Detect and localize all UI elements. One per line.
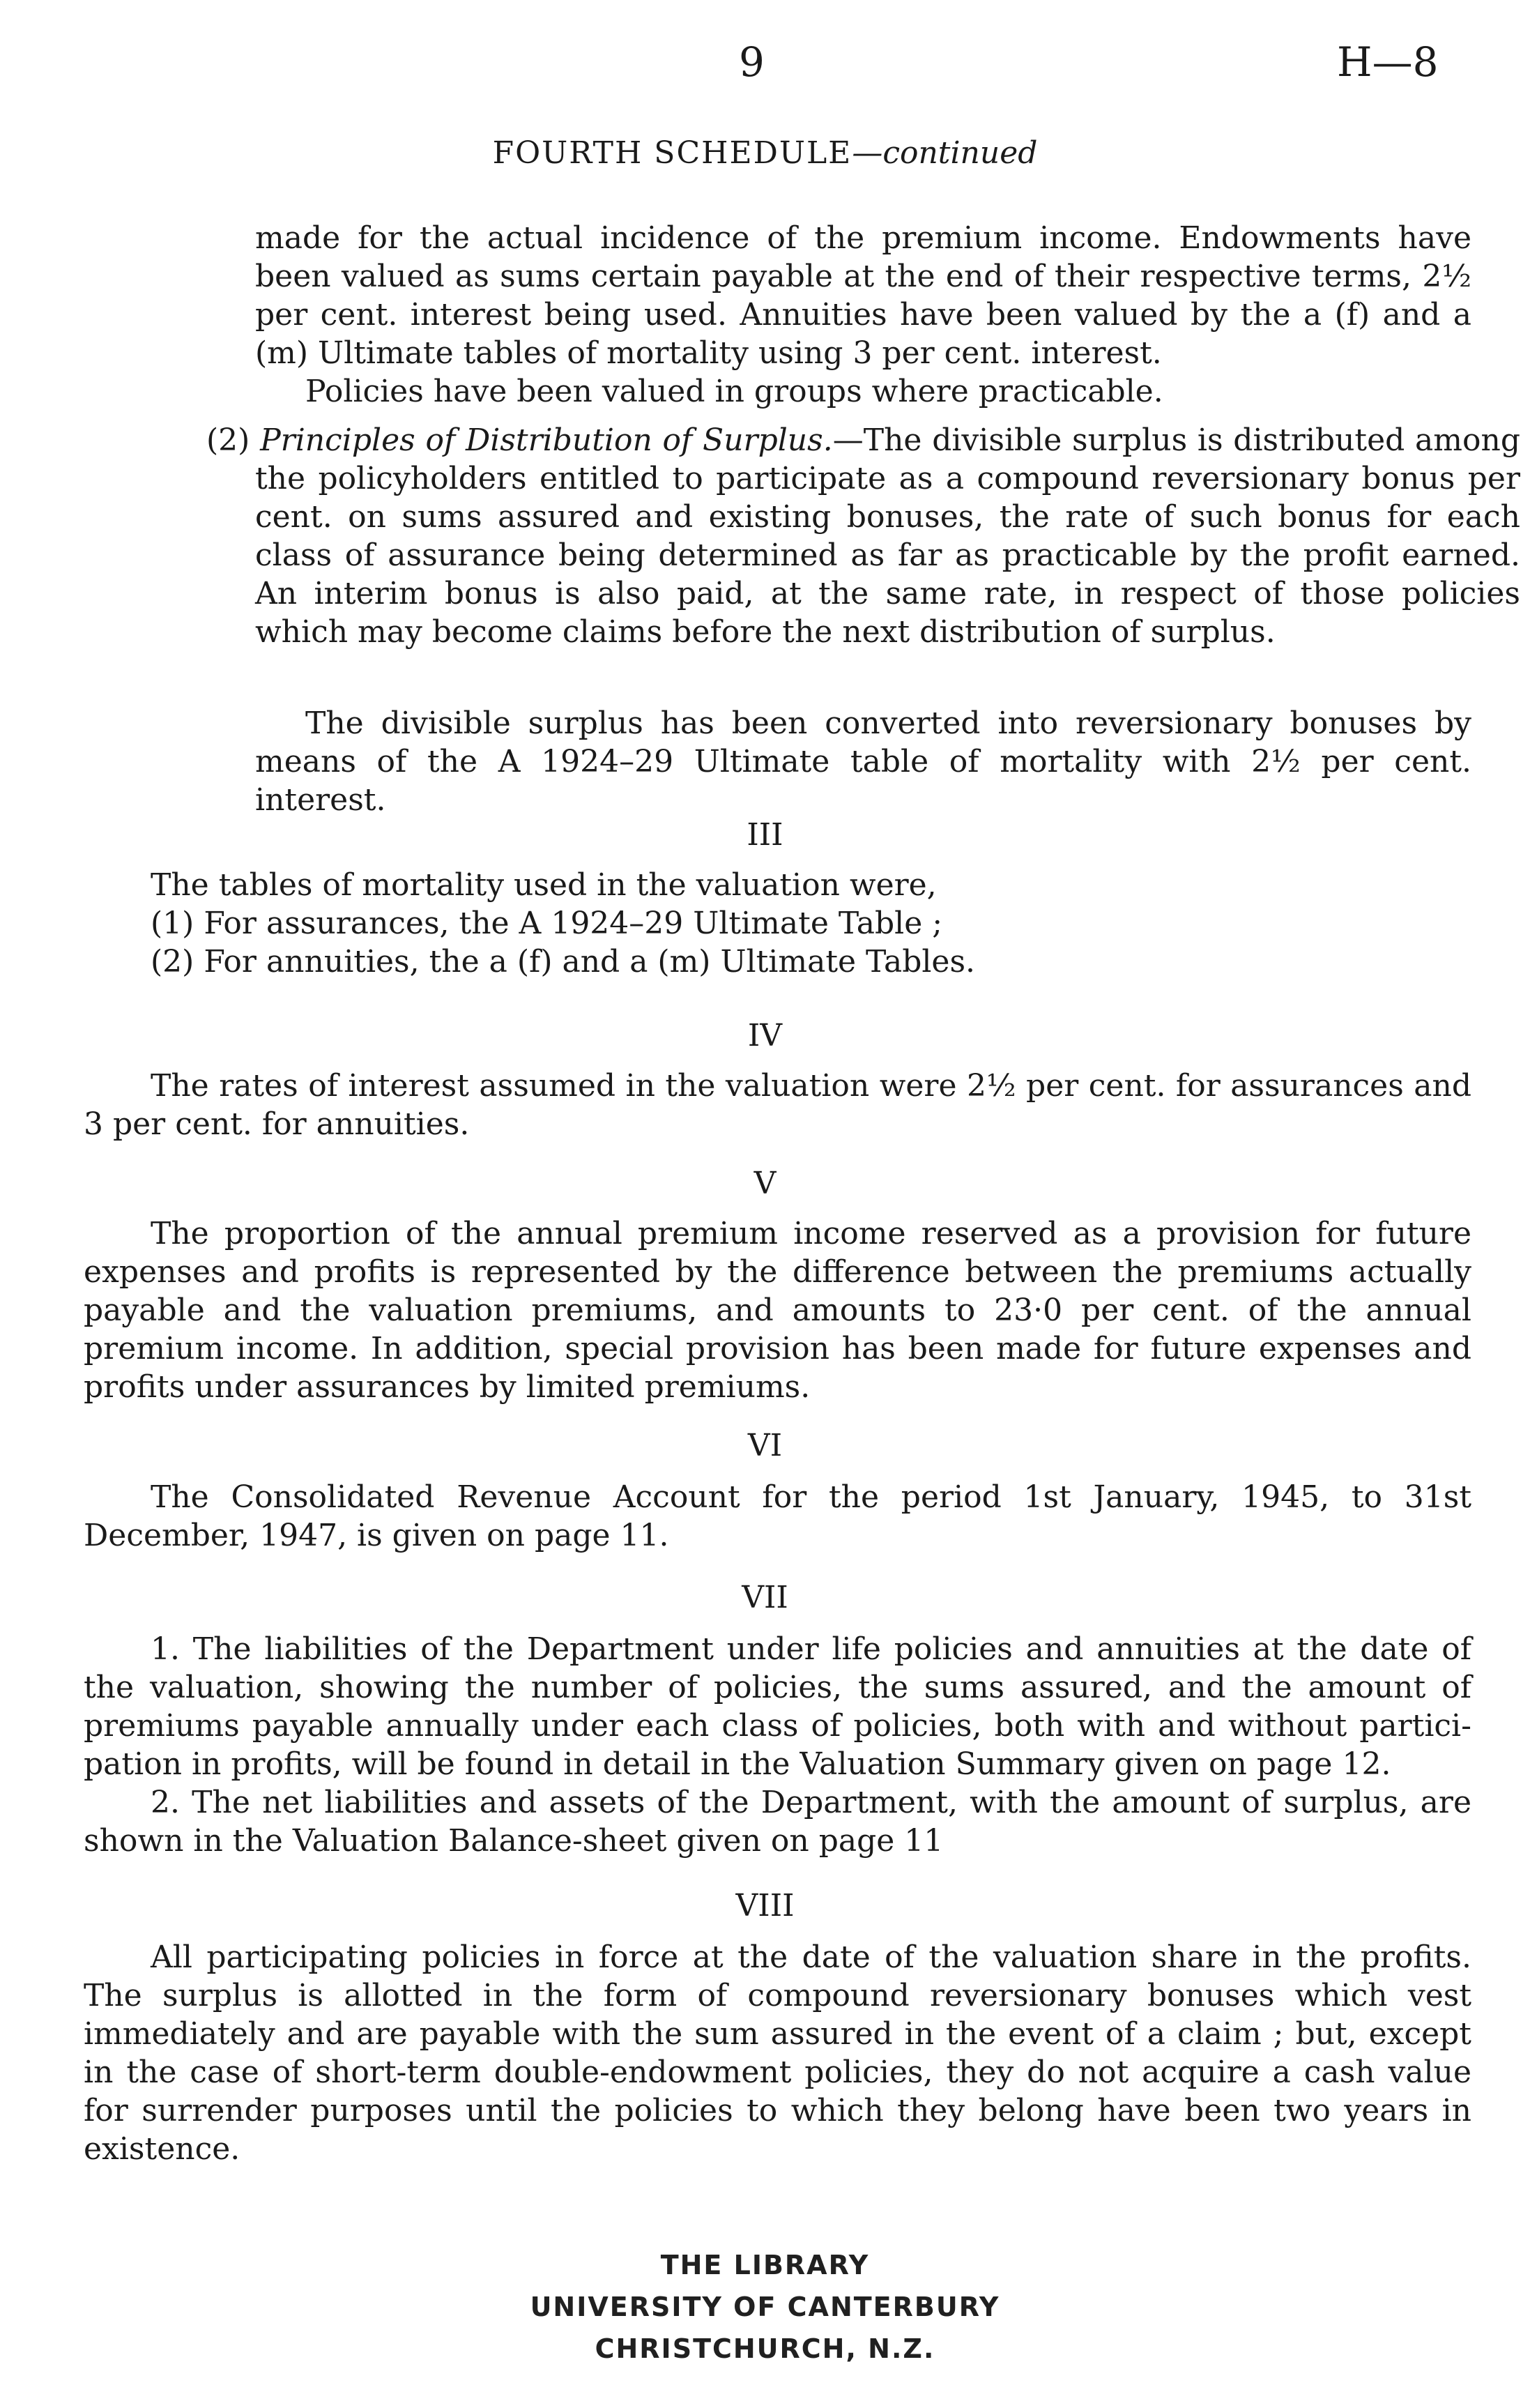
library-stamp-line-1: THE LIBRARY [660, 2250, 870, 2280]
groups-paragraph: Policies have been valued in groups where practicable. [305, 374, 1163, 409]
section-iv-text: The rates of interest assumed in the valuation were 2½ per cent. for assurances and 3 per cent. for annuities. [84, 1068, 1471, 1142]
section-vi-text: The Consolidated Revenue Account for the period 1st January, 1945, to 31st December, 1947, is given on page 11. [84, 1479, 1471, 1553]
library-stamp-line-2: UNIVERSITY OF CANTERBURY [530, 2292, 1000, 2322]
section-vii-paragraph-1: 1. The liabilities of the Department under life policies and annuities at the date of the valuation, showing the number of policies, the sums assured, and the amount of premiums payable annually under each class of policies, both with and without participation in profits, will be found in detail in the Valuation Summary given on page 12. [84, 1631, 1471, 1782]
schedule-title-suffix: —continued [852, 135, 1038, 171]
schedule-title-main: FOURTH SCHEDULE [492, 135, 852, 171]
distribution-label: (2) [206, 422, 261, 458]
section-v-heading: V [753, 1166, 777, 1201]
page-number: 9 [739, 38, 765, 86]
section-iii-heading: III [747, 817, 783, 853]
section-v-text: The proportion of the annual premium income reserved as a provision for future expenses and profits is represented by the difference between the premiums actually payable and the valuation premiums, and amounts to 23·0 per cent. of the annual premium income. In addition, special provision has been made for future expenses and profits under assurances by limited premiums. [84, 1216, 1471, 1405]
section-iii-item-2: (2) For annuities, the a (f) and a (m) Ultimate Tables. [151, 944, 976, 980]
section-viii-text: All participating policies in force at the date of the valuation share in the profits. The surplus is allotted in the form of compound reversionary bonuses which vest immediately and are payable with the sum assured in the event of a claim ; but, except in the case of short-term double-endowment policies, they do not acquire a cash value for surrender purposes until the policies to which they belong have been two years in existence. [84, 1940, 1471, 2167]
library-stamp-line-3: CHRISTCHURCH, N.Z. [595, 2333, 935, 2364]
section-vii-heading: VII [742, 1580, 788, 1615]
section-iii-item-1: (1) For assurances, the A 1924–29 Ultimate Table ; [151, 906, 943, 941]
section-viii-heading: VIII [735, 1888, 795, 1923]
distribution-text: —The divisible surplus is distributed among the policyholders entitled to participate as a compound reversionary bonus per cent. on sums assured and existing bonuses, the rate of such bonus for each class of assurance being determined as far as practicable by the profit earned. An interim bonus is also paid, at the same rate, in respect of those policies which may become claims before the next distribution of surplus. [255, 422, 1520, 650]
schedule-title [0, 134, 1530, 172]
distribution-heading: Principles of Distribution of Surplus. [260, 422, 833, 458]
valuation-method-paragraph: made for the actual incidence of the premium income. Endowments have been valued as sums certain payable at the end of their respective terms, 2½ per cent. interest being used. Annuities have been valued by the a (f) and a (m) Ultimate tables of mortality using 3 per cent. interest. [255, 220, 1471, 371]
page-reference: H—8 [1337, 38, 1439, 86]
distribution-principles-paragraph [206, 421, 1520, 651]
divisible-surplus-paragraph: The divisible surplus has been converted into reversionary bonuses by means of the A 1924–29 Ultimate table of mortality with 2½ per cent. interest. [255, 706, 1471, 818]
section-vii-paragraph-2: 2. The net liabilities and assets of the Department, with the amount of surplus, are shown in the Valuation Balance-sheet given on page 11 [84, 1785, 1471, 1859]
section-iii-intro: The tables of mortality used in the valuation were, [151, 867, 937, 903]
section-iv-heading: IV [747, 1018, 783, 1053]
section-vi-heading: VI [747, 1428, 783, 1463]
